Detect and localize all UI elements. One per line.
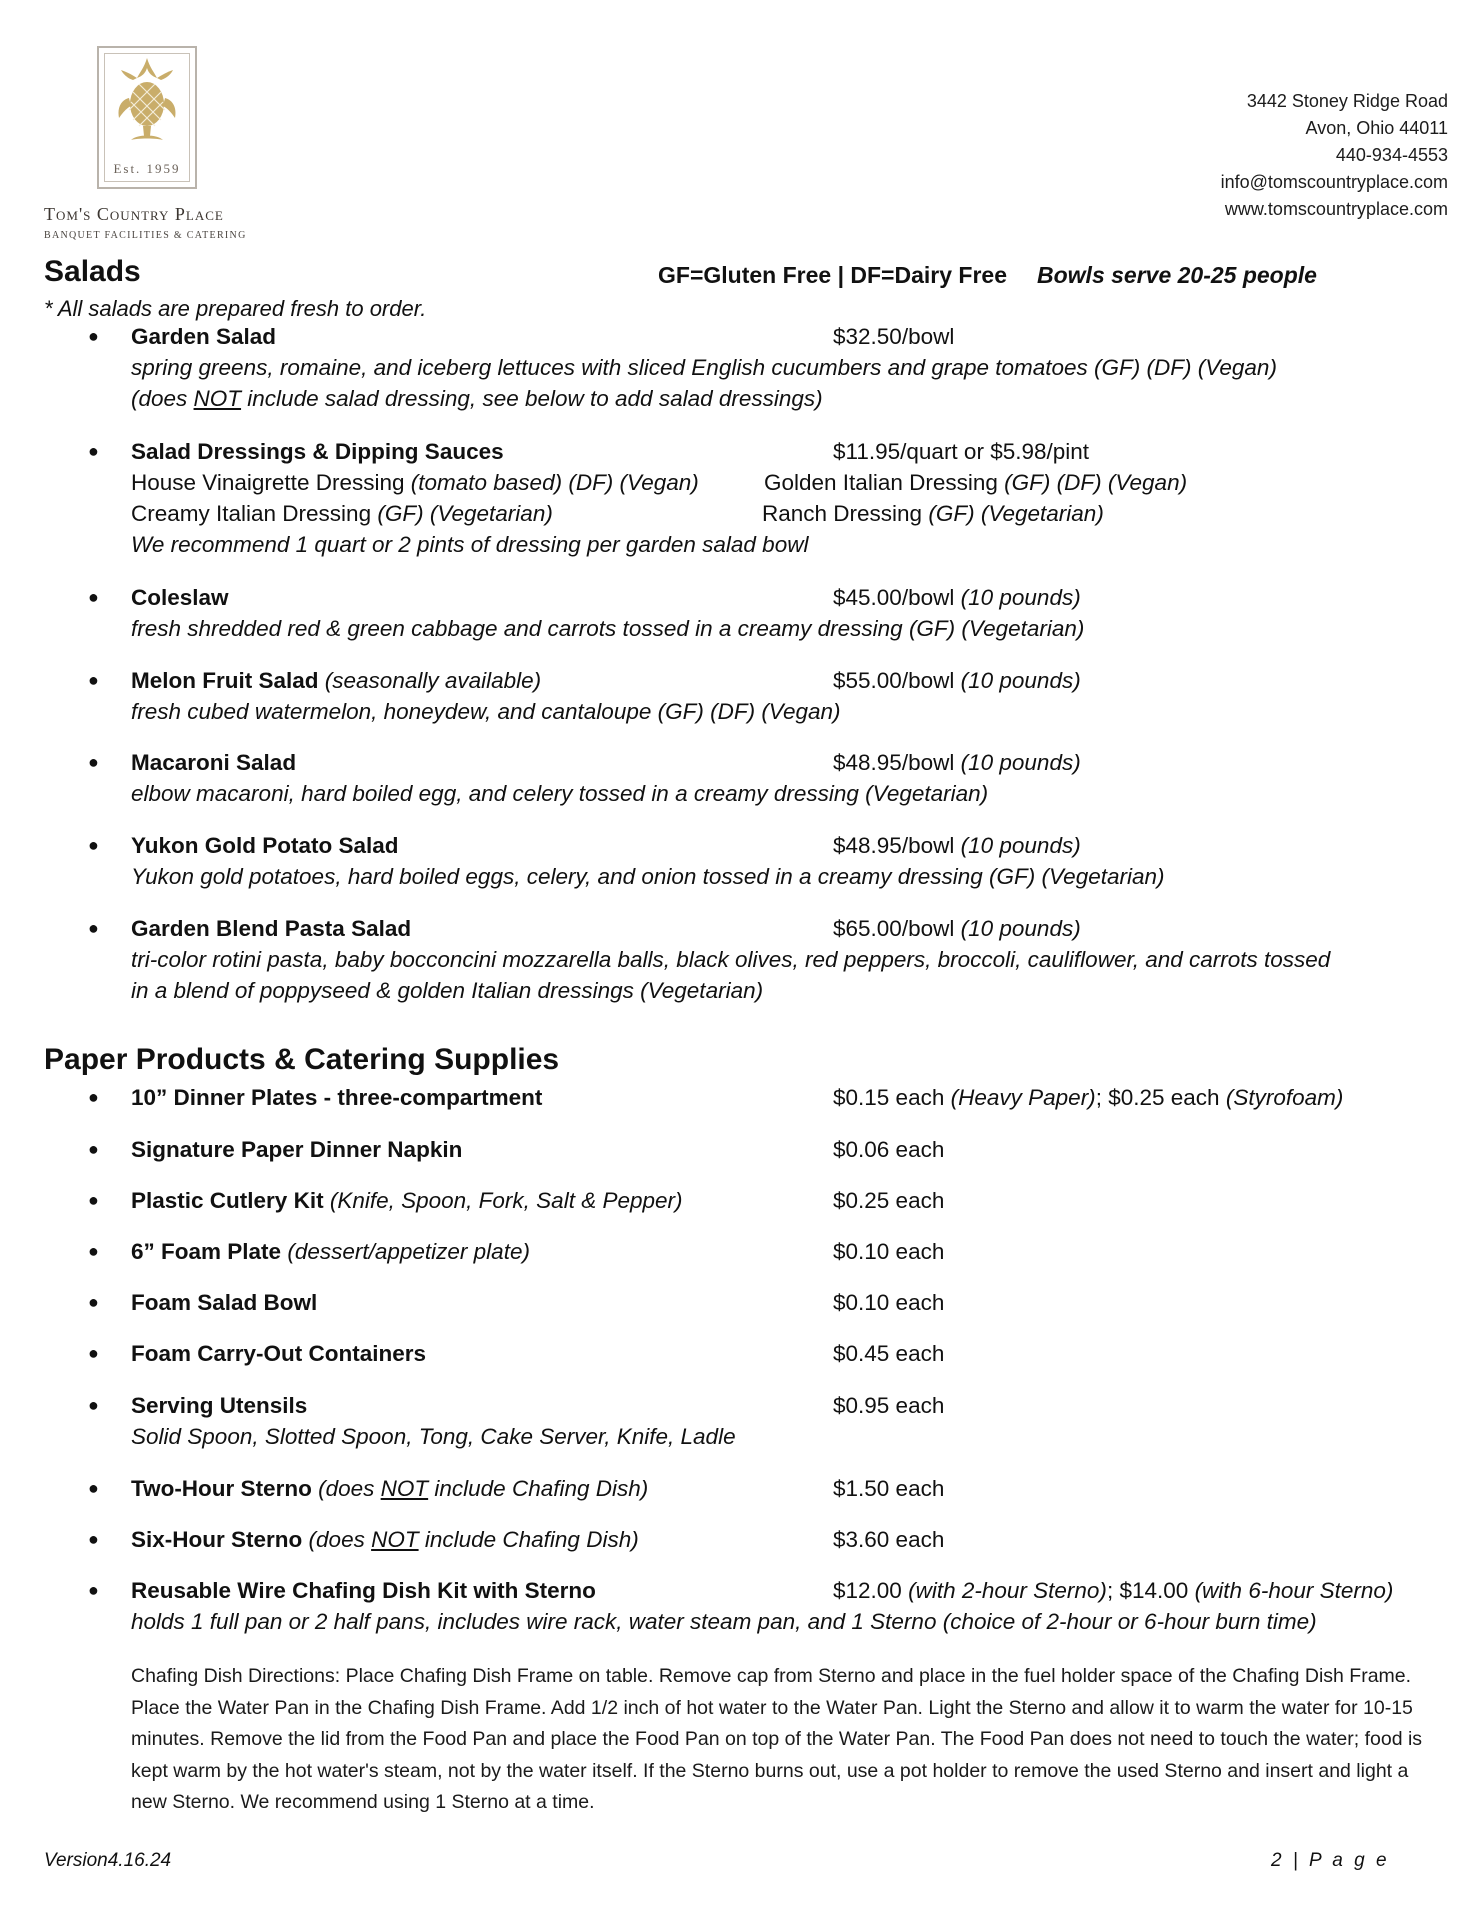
desc-garden-salad: spring greens, romaine, and iceberg lettuces with sliced English cucumbers and grape tomatoes (GF) (DF) (Vegan)	[131, 355, 1277, 380]
desc-serving-utensils: Solid Spoon, Slotted Spoon, Tong, Cake Server, Knife, Ladle	[131, 1424, 736, 1449]
desc-coleslaw: fresh shredded red & green cabbage and carrots tossed in a creamy dressing (GF) (Vegetarian)	[131, 616, 1085, 641]
pineapple-icon	[107, 54, 187, 154]
phone-number: 440-934-4553	[1335, 145, 1448, 165]
salads-title: Salads	[44, 255, 141, 288]
dressing-ranch: Ranch Dressing (GF) (Vegetarian)	[762, 501, 1104, 526]
bullet: ●	[88, 587, 99, 607]
logo-established: Est. 1959	[113, 161, 181, 176]
bullet: ●	[88, 918, 99, 938]
price-foam-plate: $0.10 each	[833, 1239, 945, 1264]
dressing-creamy-italian: Creamy Italian Dressing (GF) (Vegetarian)	[131, 501, 553, 526]
item-dinner-plates: 10” Dinner Plates - three-compartment	[131, 1085, 543, 1110]
note-garden-salad: (does NOT include salad dressing, see below to add salad dressings)	[131, 386, 823, 411]
contact-block	[1221, 88, 1448, 223]
item-foam-bowl: Foam Salad Bowl	[131, 1290, 318, 1315]
item-napkin: Signature Paper Dinner Napkin	[131, 1137, 463, 1162]
item-macaroni-salad: Macaroni Salad	[131, 750, 297, 775]
company-logo	[97, 46, 197, 189]
bullet: ●	[88, 1087, 99, 1107]
supplies-title: Paper Products & Catering Supplies	[44, 1043, 560, 1076]
price-serving-utensils: $0.95 each	[833, 1393, 945, 1418]
item-dressings: Salad Dressings & Dipping Sauces	[131, 439, 504, 464]
price-foam-bowl: $0.10 each	[833, 1290, 945, 1315]
chafing-directions: Chafing Dish Directions: Place Chafing Dish Frame on table. Remove cap from Sterno and place in the fuel holder space of the Chafing Dish Frame. Place the Water Pan in the Chafing Dish Frame. Add 1/2 inch of hot water to the Water Pan. Light the Sterno and allow it to warm the water for 10-15 minutes. Remove the lid from the Food Pan and place the Food Pan on top of the Water Pan. The Food Pan does not need to touch the water; food is kept warm by the hot water's steam, not by the water itself. If the Sterno burns out, use a pot holder to remove the used Sterno and insert and light a new Sterno. We recommend using 1 Sterno at a time.	[131, 1665, 1423, 1813]
version-label: Version4.16.24	[44, 1850, 172, 1871]
legend-gf: GF=Gluten Free |	[658, 262, 844, 288]
price-six-hour-sterno: $3.60 each	[833, 1527, 945, 1552]
bullet: ●	[88, 1292, 99, 1312]
price-coleslaw: $45.00/bowl (10 pounds)	[833, 585, 1081, 610]
bullet: ●	[88, 835, 99, 855]
price-pasta-salad: $65.00/bowl (10 pounds)	[833, 916, 1081, 941]
dressing-house-vinaigrette: House Vinaigrette Dressing (tomato based) (DF) (Vegan)	[131, 470, 699, 495]
legend-df: DF=Dairy Free	[850, 262, 1007, 288]
bullet: ●	[88, 1241, 99, 1261]
price-chafing-dish-kit: $12.00 (with 2-hour Sterno); $14.00 (with 6-hour Sterno)	[833, 1578, 1394, 1603]
bullet: ●	[88, 1190, 99, 1210]
brand-name: Tom's Country Place	[44, 204, 224, 224]
bullet: ●	[88, 1343, 99, 1363]
price-dinner-plates: $0.15 each (Heavy Paper); $0.25 each (Styrofoam)	[833, 1085, 1344, 1110]
bullet: ●	[88, 1395, 99, 1415]
bullet: ●	[88, 1139, 99, 1159]
item-melon-fruit-salad: Melon Fruit Salad (seasonally available)	[131, 668, 542, 693]
diet-legend	[658, 262, 1317, 289]
dressing-golden-italian: Golden Italian Dressing (GF) (DF) (Vegan)	[764, 470, 1188, 495]
bullet: ●	[88, 441, 99, 461]
desc-chafing-dish-kit: holds 1 full pan or 2 half pans, includes wire rack, water steam pan, and 1 Sterno (choice of 2-hour or 6-hour burn time)	[131, 1609, 1317, 1634]
price-two-hour-sterno: $1.50 each	[833, 1476, 945, 1501]
price-napkin: $0.06 each	[833, 1137, 945, 1162]
price-dressings: $11.95/quart or $5.98/pint	[833, 439, 1090, 464]
desc-macaroni-salad: elbow macaroni, hard boiled egg, and celery tossed in a creamy dressing (Vegetarian)	[131, 781, 989, 806]
salads-note: * All salads are prepared fresh to order.	[44, 296, 427, 321]
item-potato-salad: Yukon Gold Potato Salad	[131, 833, 399, 858]
bullet: ●	[88, 752, 99, 772]
page-number: 2 | P a g e	[1271, 1850, 1390, 1871]
website-link[interactable]: www.tomscountryplace.com	[1224, 199, 1448, 219]
price-garden-salad: $32.50/bowl	[833, 324, 955, 349]
item-garden-salad: Garden Salad	[131, 324, 277, 349]
item-chafing-dish-kit: Reusable Wire Chafing Dish Kit with Sterno	[131, 1578, 596, 1603]
bullet: ●	[88, 326, 99, 346]
price-macaroni-salad: $48.95/bowl (10 pounds)	[833, 750, 1081, 775]
legend-bowls: Bowls serve 20-25 people	[1037, 262, 1317, 288]
item-six-hour-sterno: Six-Hour Sterno (does NOT include Chafing Dish)	[131, 1527, 639, 1552]
address-line-1: 3442 Stoney Ridge Road	[1246, 91, 1448, 111]
dressing-recommendation: We recommend 1 quart or 2 pints of dressing per garden salad bowl	[131, 532, 809, 557]
price-carryout: $0.45 each	[833, 1341, 945, 1366]
item-foam-plate: 6” Foam Plate (dessert/appetizer plate)	[131, 1239, 530, 1264]
desc-melon-fruit-salad: fresh cubed watermelon, honeydew, and cantaloupe (GF) (DF) (Vegan)	[131, 699, 841, 724]
desc-pasta-salad-1: tri-color rotini pasta, baby bocconcini mozzarella balls, black olives, red peppers, broccoli, cauliflower, and carrots tossed	[131, 947, 1331, 972]
item-cutlery-kit: Plastic Cutlery Kit (Knife, Spoon, Fork, Salt & Pepper)	[131, 1188, 683, 1213]
brand-subtitle: BANQUET FACILITIES & CATERING	[44, 230, 247, 241]
item-pasta-salad: Garden Blend Pasta Salad	[131, 916, 412, 941]
bullet: ●	[88, 1529, 99, 1549]
item-two-hour-sterno: Two-Hour Sterno (does NOT include Chafing Dish)	[131, 1476, 649, 1501]
email-link[interactable]: info@tomscountryplace.com	[1220, 172, 1448, 192]
bullet: ●	[88, 1478, 99, 1498]
desc-pasta-salad-2: in a blend of poppyseed & golden Italian dressings (Vegetarian)	[131, 978, 764, 1003]
price-potato-salad: $48.95/bowl (10 pounds)	[833, 833, 1081, 858]
item-coleslaw: Coleslaw	[131, 585, 229, 610]
bullet: ●	[88, 670, 99, 690]
price-cutlery-kit: $0.25 each	[833, 1188, 945, 1213]
address-line-2: Avon, Ohio 44011	[1305, 118, 1448, 138]
bullet: ●	[88, 1580, 99, 1600]
price-melon-fruit-salad: $55.00/bowl (10 pounds)	[833, 668, 1081, 693]
desc-potato-salad: Yukon gold potatoes, hard boiled eggs, celery, and onion tossed in a creamy dressing (GF) (Vegetarian)	[131, 864, 1165, 889]
item-carryout: Foam Carry-Out Containers	[131, 1341, 427, 1366]
item-serving-utensils: Serving Utensils	[131, 1393, 308, 1418]
